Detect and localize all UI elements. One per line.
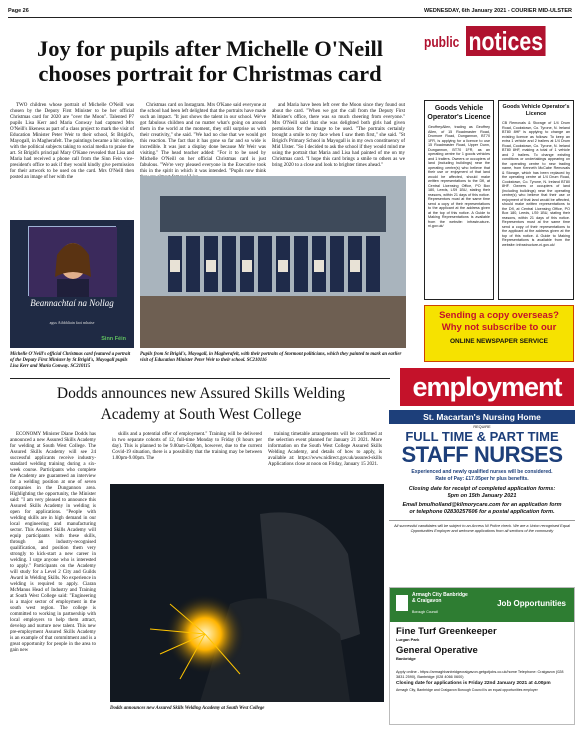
- nh-subtext-2: Rate of Pay: £17.05per hr plus benefits.: [435, 475, 529, 482]
- card-brand: Sinn Féin: [101, 336, 126, 342]
- apply-online-text[interactable]: Apply online - https://armaghbanbridgecraigavon.getgotjobs.co.uk/home Telephone: Craigavon (028 3831 2590), Banbridge (028 4066 0600): [396, 670, 564, 679]
- ad-line1: Sending a copy overseas?: [439, 310, 559, 321]
- ad-line2: Why not subscribe to our: [441, 322, 557, 333]
- online-subscription-ad[interactable]: [424, 305, 574, 362]
- notice-goods-vehicle-left: [424, 100, 494, 300]
- council-name: Armagh City Banbridge & Craigavon: [412, 592, 468, 604]
- article2-col2: [112, 432, 262, 480]
- notice-left-title: Goods Vehicle Operator's Licence: [427, 105, 491, 121]
- job1-location: Lurgan Park: [396, 637, 420, 642]
- pupils-group-photo: [140, 176, 406, 348]
- article1-col1: [10, 103, 134, 218]
- nh-subtext-1: Experienced and newly qualified nurses will be considered.: [411, 469, 553, 475]
- article2-col1: [10, 432, 96, 728]
- christmas-card-photo: [10, 220, 134, 348]
- page-header: [8, 6, 572, 18]
- article2-col3-text: training timetable arrangements will be confirmed at the selection event planned for January 21 2021. More information on the South West College Assured Skills Welding Academy, and details of how to apply, is available at: https://www.nidirect.gov.uk/assured-skills Applications close at noon on Friday, January 15 2021.: [268, 432, 382, 467]
- job1-title: Fine Turf Greenkeeper: [396, 626, 497, 637]
- christmas-card: [28, 226, 116, 296]
- public-word: public: [424, 34, 460, 51]
- job2-title: General Operative: [396, 645, 478, 656]
- article1-col3: [272, 103, 405, 173]
- closing-date: Closing date for applications is Friday 22nd January 2021 at 4.00pm: [396, 681, 551, 686]
- public-notices-heading: [424, 26, 574, 66]
- council-logo-icon: [396, 595, 408, 611]
- notice-goods-vehicle-right: [498, 100, 574, 300]
- article1-col1-text: TWO children whose portrait of Michelle O'Neill was chosen by the Deputy First Minister to be her official Christmas card for 2020 are "over the Moon". Talented P7 pupils Lisa Kerr and Maria Conway had captured Mrs O'Neill's likeness as part of a class project to mark the visit of Education Minister Peter Weir to their school, St Brigid's, Mayogall, in Magherafelt. The paintings became a hit online, with the political subjects taking to social media to praise the art. St Brigid's principal Mary O'Kane revealed that Lisa and Maria had received a phone call from the Sinn Fein vice-president's office to ask if they would kindly give permission for their artwork to be used on the card. Mrs O'Neill then posted an image of her with the: [10, 103, 134, 180]
- council-job-body: [396, 626, 568, 692]
- nursing-home-ad: [389, 410, 575, 584]
- welder-illustration: [110, 484, 384, 702]
- notice-right-text: CB Removals & Storage of 1/4 Drum Road, Cookstown, Co. Tyrone, N. Ireland BT80 8HF is applying to change an existing licence as follows: To keep an extra 1 vehicle and 2 trailers at 1/4 Drum Road, Cookstown, Co. Tyrone, N. Ireland BT80 8HF, making a total of 1 vehicle and 2 trailers. To change existing conditions or undertakings appearing on the operating centre to new trading name, from Kenneth McCabe Removals & Storage, which has been replaced by the operating centre at 1/4 Drum Road, Cookstown, Co. Tyrone, N. Ireland BT80 8HF. Owners or occupiers of land (including buildings) near the operating centre(s) who believe that their use or enjoyment of that land would be affected, should make written representations to the DfI, at Central Licensing Office, PO Box 180, Leeds, LS9 1BU, stating their reasons, within 21 days of this notice. Representors must at the same time send a copy of their representations to the applicant at the address given at the top of this notice. A Guide to Making Representations is available from the website: infrastructure-ni.gov.uk/: [502, 121, 570, 247]
- article1-col3-text: and Maria have been left over the Moon since they found out about the card. "When we got the call from the Deputy First Minister's office, there was so much cheering from everyone." Mrs O'Neill said that she was delighted both girls had given permission for the image to be used. "The portraits certainly brought a smile to my face when I saw them first," she said. "St Brigid's Primary School in Mayogall is in my own constituency of Mid Ulster. "So I decided to ask the school if they would mind me using the portrait that Maria and Lisa had painted of me on my Christmas card. "I hope this card brings a smile to others as we bring 2020 to a close and look to brighter times ahead.": [272, 103, 405, 168]
- notices-word: notices: [466, 26, 546, 56]
- portrait-painting-icon: [29, 227, 117, 297]
- nursing-home-name: St. Macartan's Nursing Home: [389, 410, 575, 424]
- article2-col3: [268, 432, 382, 480]
- job-title-staff-nurses: STAFF NURSES: [401, 442, 563, 467]
- card-subgreeting: agus Athbhliain faoi mhaise: [49, 320, 95, 325]
- headline-joy-for-pupils: Joy for pupils after Michelle O'Neill chooses portrait for Christmas card: [36, 36, 383, 86]
- job2-location: Banbridge: [396, 656, 416, 661]
- page-number: Page 26: [8, 8, 29, 14]
- issue-date: WEDNESDAY, 6th January 2021 - COURIER MID-ULSTER: [423, 8, 572, 14]
- group-photo-illustration: [140, 176, 406, 348]
- nh-closing-1: Closing date for receipt of completed application forms:: [408, 486, 556, 492]
- caption-christmas-card: Michelle O'Neill's official Christmas card featured a portrait of the Deputy First Minister by St Brigid's, Mayogall pupils Lisa Kerr and Maria Conway. SC210115: [10, 352, 131, 369]
- nursing-home-require: REQUIRE: [473, 425, 491, 429]
- notice-right-title: Goods Vehicle Operator's Licence: [502, 104, 570, 117]
- equal-opportunities-footer: Armagh City, Banbridge and Craigavon Borough Council is an equal opportunities employer: [396, 687, 538, 692]
- job-type: FULL TIME & PART TIME: [405, 429, 559, 444]
- welding-photo: [110, 484, 384, 702]
- ad-line3: ONLINE NEWSPAPER SERVICE: [450, 338, 548, 345]
- caption-welding: Dodds announces new Assured Skills Welding Academy at South West College: [110, 706, 265, 711]
- council-job-ad: [389, 587, 575, 725]
- nh-footnote: All successful candidates will be subject to an Access NI Police check. We are a Union recognised Equal Opportunities Employer and welcome applications from all sections of the community: [389, 520, 575, 534]
- card-greeting: Beannachtaí na Nollag: [30, 298, 114, 308]
- article1-col2: [140, 103, 266, 173]
- nh-email-2: or telephone 02830257606 for a postal application form.: [409, 509, 555, 515]
- caption-pupils: Pupils from St Brigid's, Mayogall, in Magherafelt, with their portraits of Stormont politicians, which they painted to mark an earlier visit of Education Minister Peter Weir to their school. SC210116: [140, 352, 402, 363]
- council-sub: Borough Council: [412, 610, 438, 614]
- headline-dodds-welding: Dodds announces new Assured Skills Welding Academy at South West College: [56, 385, 346, 423]
- nh-email-1[interactable]: Email bmulholland@kilmorycare.com for an application form: [402, 502, 562, 508]
- employment-heading: employment: [400, 368, 574, 406]
- job-opportunities-label: Job Opportunities: [497, 599, 566, 608]
- article2-col2-text: skills and a potential offer of employment." Training will be delivered in two separate cohorts of 12, full-time Monday to Friday (8 hours per day). This is planned to be 9.00am-5.00pm, however, due to the current Covid-19 situation, there is a possibility that the training may be between 1.00pm-9.00pm. The: [112, 432, 262, 461]
- notice-left-text: GeoffreyAllen, trading as Geoffrey Allen, of 15 Roadmaster Road, Dromore Road, Dungannon, BT70 1FR, is applying for a licence to use 15 Roadmaster Road, Upper Dunn, Dungannon, BT70 1FR, as an operating centre for 1 goods vehicles and 1 trailers. Owners or occupiers of land (including buildings) near the operating centre(s) who believe that their use or enjoyment of that land would be affected, should make written representations to the DfI, at Central Licensing Office, PO Box 180, Leeds, LS9 1BU, stating their reasons, within 21 days of this notice. Representors must at the same time send a copy of their representations to the applicant at the address given at the top of this notice. A Guide to Making Representations is available from the website: infrastructure-ni.gov.uk/: [428, 125, 490, 228]
- council-banner: [390, 588, 574, 622]
- article2-col1-text: ECONOMY Minister Diane Dodds has announced a new Assured Skills Academy for welding at South West College. The Assured Skills Academy will see 24 successful applicants receive industry-standard welding training during a six-week course. Participants who complete the Academy are guaranteed an interview for a welding position at one of seven companies in the Dungannon area. Highlighting the opportunity, the Minister said: "I am very pleased to announce this Assured Skills Academy in welding is open for applications. "People with welding skills are in high demand in our local engineering and manufacturing sector. This Assured Skills Academy will equip participants with these skills, through an industry-recognised qualification, and position them very strongly to kick-start a new career in welding. I urge anyone who is interested to apply." Participants on the Academy will study for a Level 2 City and Guilds Award in Welding Skills. No experience in welding is required to apply. Ciaran McManus Head of Industry and Training at South West College said: "Engineering is a major sector of employment in the south west region. The college is committed to working in partnership with local employers to help them attract, develop and nurture new talent. This new pre-employment Assured Skills Academy is an example of that commitment and is a great opportunity for people in the area to gain new: [10, 432, 96, 653]
- article1-col2-text: Christmas card on Instagram. Mrs O'Kane said everyone at the school had been left delighted that the portraits have made such an impact. "It just shows the talent in our school. We've got fabulous children and no matter what's going on around them in the world at the moment, they still surprise us with their creativity," she said. "We had no clue that we would get this reaction. The fact that it has gone so far and so wide is incredible. It was just a display done because Mr Weir was visiting." The head teacher added: "For it to be used by Michelle O'Neill on her official Christmas card is just fabulous. "We're very pleased everyone in the Executive took this in the spirit in which it was intended. "Pupils now think: [140, 103, 266, 174]
- nh-closing-2: 5pm on 15th January 2021: [447, 493, 517, 499]
